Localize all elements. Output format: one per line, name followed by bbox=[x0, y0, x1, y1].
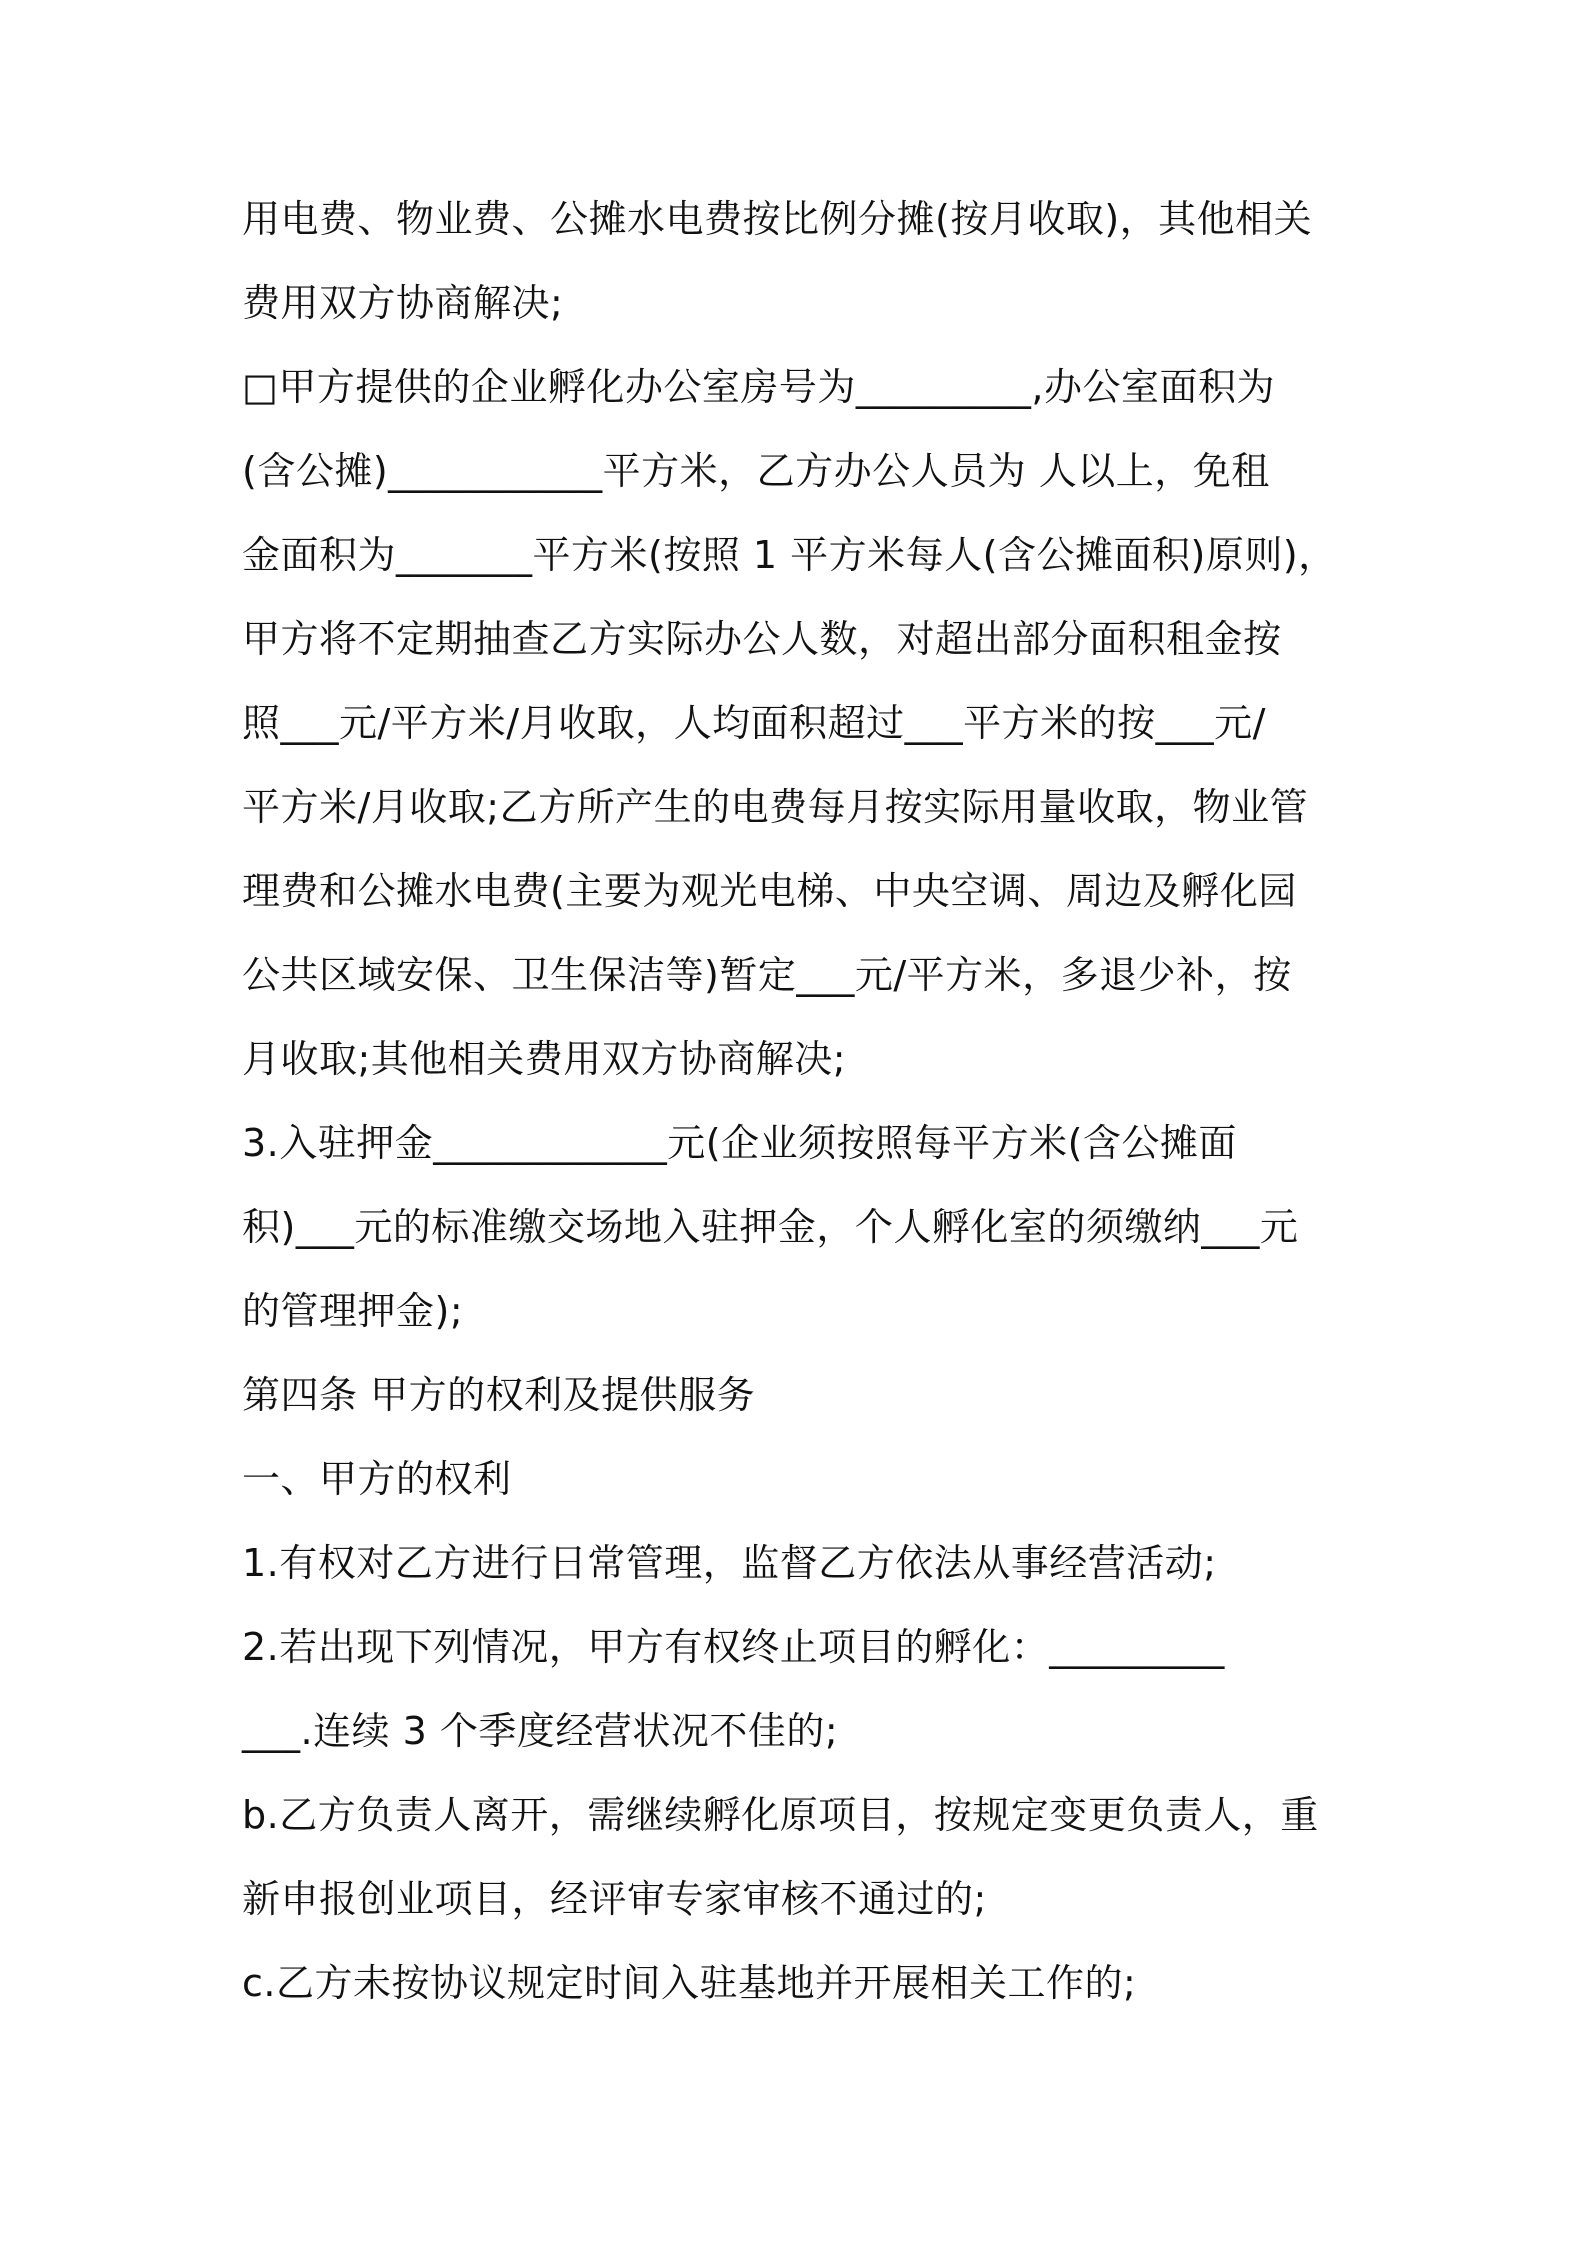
text-line: 甲方将不定期抽查乙方实际办公人数，对超出部分面积租金按 bbox=[242, 617, 1282, 661]
text-line: 的管理押金); bbox=[242, 1289, 464, 1333]
text-line: 理费和公摊水电费(主要为观光电梯、中央空调、周边及孵化园 bbox=[242, 869, 1297, 913]
text-line: c.乙方未按协议规定时间入驻基地并开展相关工作的; bbox=[242, 1961, 1137, 2005]
document-page bbox=[242, 198, 1358, 2046]
text-line: 3.入驻押金____________元(企业须按照每平方米(含公摊面 bbox=[242, 1121, 1237, 1165]
section-heading: 第四条 甲方的权利及提供服务 bbox=[242, 1373, 756, 1417]
subsection-heading: 一、甲方的权利 bbox=[242, 1457, 512, 1501]
text-line: 2.若出现下列情况，甲方有权终止项目的孵化：_________ bbox=[242, 1625, 1225, 1669]
text-line: □甲方提供的企业孵化办公室房号为_________,办公室面积为 bbox=[242, 365, 1275, 409]
text-line: 用电费、物业费、公摊水电费按比例分摊(按月收取)，其他相关 bbox=[242, 197, 1313, 241]
text-line: 积)___元的标准缴交场地入驻押金，个人孵化室的须缴纳___元 bbox=[242, 1205, 1299, 1249]
text-line: 费用双方协商解决; bbox=[242, 281, 564, 325]
text-line: 新申报创业项目，经评审专家审核不通过的; bbox=[242, 1877, 987, 1921]
text-line: b.乙方负责人离开，需继续孵化原项目，按规定变更负责人，重 bbox=[242, 1793, 1319, 1837]
text-line: 金面积为_______平方米(按照 1 平方米每人(含公摊面积)原则)， bbox=[242, 533, 1337, 577]
text-line: 1.有权对乙方进行日常管理，监督乙方依法从事经营活动; bbox=[242, 1541, 1217, 1585]
text-line: 月收取;其他相关费用双方协商解决; bbox=[242, 1037, 847, 1081]
text-line: 照___元/平方米/月收取，人均面积超过___平方米的按___元/ bbox=[242, 701, 1266, 745]
text-line: ___.连续 3 个季度经营状况不佳的; bbox=[242, 1709, 839, 1753]
text-line: 公共区域安保、卫生保洁等)暂定___元/平方米，多退少补，按 bbox=[242, 953, 1292, 997]
text-line: 平方米/月收取;乙方所产生的电费每月按实际用量收取，物业管 bbox=[242, 785, 1309, 829]
text-line: (含公摊)___________平方米，乙方办公人员为 人以上，免租 bbox=[242, 449, 1270, 493]
